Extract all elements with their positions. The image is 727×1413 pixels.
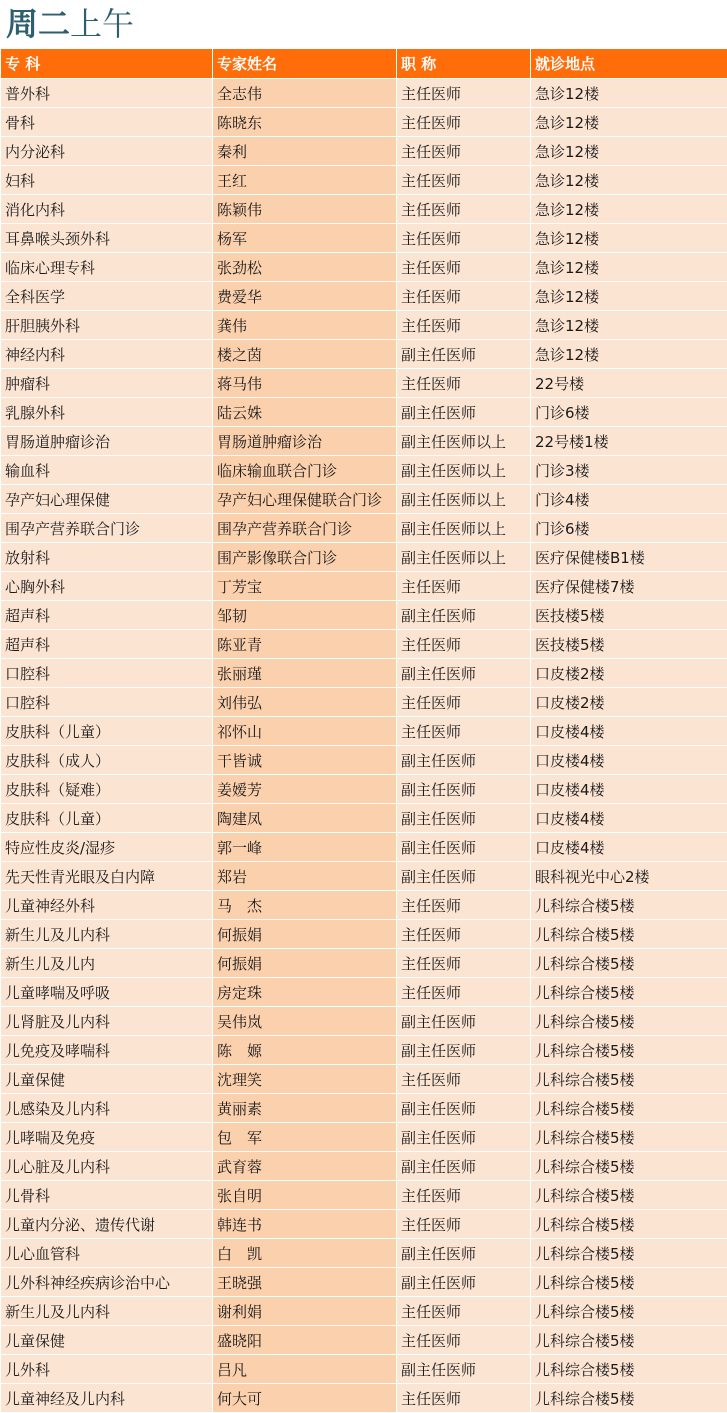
location-cell: 口皮楼4楼 (531, 833, 727, 862)
expert-name-cell: 何振娟 (213, 949, 397, 978)
location-cell: 儿科综合楼5楼 (531, 891, 727, 920)
table-row (1, 1239, 727, 1268)
table-row (1, 1384, 727, 1413)
title-cell: 主任医师 (397, 949, 531, 978)
specialty-cell: 新生儿及儿内科 (1, 920, 213, 949)
location-cell: 急诊12楼 (531, 166, 727, 195)
expert-name-cell: 丁芳宝 (213, 572, 397, 601)
title-cell: 副主任医师 (397, 1094, 531, 1123)
expert-name-cell: 姜嫒芳 (213, 775, 397, 804)
table-row (1, 195, 727, 224)
specialty-cell: 骨科 (1, 108, 213, 137)
column-header-specialty: 专 科 (1, 49, 213, 79)
expert-name-cell: 干皆诚 (213, 746, 397, 775)
page-title (0, 0, 727, 48)
expert-name-cell: 全志伟 (213, 79, 397, 108)
expert-name-cell: 黄丽素 (213, 1094, 397, 1123)
specialty-cell: 先天性青光眼及白内障 (1, 862, 213, 891)
location-cell: 儿科综合楼5楼 (531, 1036, 727, 1065)
expert-name-cell: 秦利 (213, 137, 397, 166)
location-cell: 口皮楼2楼 (531, 688, 727, 717)
location-cell: 儿科综合楼5楼 (531, 1181, 727, 1210)
title-cell: 副主任医师 (397, 1239, 531, 1268)
table-row (1, 775, 727, 804)
location-cell: 急诊12楼 (531, 282, 727, 311)
table-row (1, 543, 727, 572)
expert-name-cell: 邹韧 (213, 601, 397, 630)
table-row (1, 1094, 727, 1123)
table-row (1, 108, 727, 137)
title-cell: 主任医师 (397, 137, 531, 166)
specialty-cell: 皮肤科（疑难） (1, 775, 213, 804)
specialty-cell: 儿肾脏及儿内科 (1, 1007, 213, 1036)
title-cell: 主任医师 (397, 79, 531, 108)
specialty-cell: 消化内科 (1, 195, 213, 224)
title-cell: 主任医师 (397, 282, 531, 311)
specialty-cell: 口腔科 (1, 688, 213, 717)
specialty-cell: 耳鼻喉头颈外科 (1, 224, 213, 253)
table-row (1, 1152, 727, 1181)
location-cell: 儿科综合楼5楼 (531, 1065, 727, 1094)
specialty-cell: 皮肤科（成人） (1, 746, 213, 775)
expert-name-cell: 郑岩 (213, 862, 397, 891)
location-cell: 22号楼1楼 (531, 427, 727, 456)
specialty-cell: 临床心理专科 (1, 253, 213, 282)
location-cell: 急诊12楼 (531, 108, 727, 137)
expert-name-cell: 龚伟 (213, 311, 397, 340)
specialty-cell: 儿童内分泌、遗传代谢 (1, 1210, 213, 1239)
table-row (1, 311, 727, 340)
specialty-cell: 儿感染及儿内科 (1, 1094, 213, 1123)
title-cell: 主任医师 (397, 1181, 531, 1210)
table-row (1, 340, 727, 369)
expert-name-cell: 张丽瑾 (213, 659, 397, 688)
specialty-cell: 新生儿及儿内科 (1, 1297, 213, 1326)
title-cell: 副主任医师以上 (397, 543, 531, 572)
expert-name-cell: 谢利娟 (213, 1297, 397, 1326)
specialty-cell: 儿童保健 (1, 1326, 213, 1355)
location-cell: 医技楼5楼 (531, 630, 727, 659)
table-row (1, 456, 727, 485)
table-row (1, 369, 727, 398)
location-cell: 口皮楼4楼 (531, 746, 727, 775)
specialty-cell: 神经内科 (1, 340, 213, 369)
specialty-cell: 儿外科神经疾病诊治中心 (1, 1268, 213, 1297)
location-cell: 儿科综合楼5楼 (531, 1268, 727, 1297)
expert-name-cell: 包 军 (213, 1123, 397, 1152)
title-cell: 主任医师 (397, 717, 531, 746)
specialty-cell: 儿心脏及儿内科 (1, 1152, 213, 1181)
title-cell: 主任医师 (397, 1210, 531, 1239)
table-row (1, 485, 727, 514)
page-title-day: 周二 (6, 5, 71, 43)
specialty-cell: 儿童神经及儿内科 (1, 1384, 213, 1413)
title-cell: 主任医师 (397, 108, 531, 137)
location-cell: 儿科综合楼5楼 (531, 949, 727, 978)
expert-name-cell: 沈理笑 (213, 1065, 397, 1094)
specialty-cell: 儿外科 (1, 1355, 213, 1384)
table-body (1, 79, 727, 1413)
specialty-cell: 胃肠道肿瘤诊治 (1, 427, 213, 456)
table-row (1, 891, 727, 920)
expert-name-cell: 王红 (213, 166, 397, 195)
specialty-cell: 皮肤科（儿童） (1, 717, 213, 746)
title-cell: 主任医师 (397, 1297, 531, 1326)
location-cell: 口皮楼2楼 (531, 659, 727, 688)
location-cell: 急诊12楼 (531, 79, 727, 108)
title-cell: 副主任医师 (397, 340, 531, 369)
title-cell: 副主任医师以上 (397, 456, 531, 485)
table-row (1, 601, 727, 630)
title-cell: 主任医师 (397, 166, 531, 195)
title-cell: 副主任医师以上 (397, 514, 531, 543)
title-cell: 副主任医师 (397, 601, 531, 630)
table-row (1, 1268, 727, 1297)
location-cell: 儿科综合楼5楼 (531, 978, 727, 1007)
expert-name-cell: 武育蓉 (213, 1152, 397, 1181)
location-cell: 急诊12楼 (531, 137, 727, 166)
location-cell: 门诊6楼 (531, 398, 727, 427)
location-cell: 急诊12楼 (531, 311, 727, 340)
location-cell: 儿科综合楼5楼 (531, 1123, 727, 1152)
title-cell: 副主任医师 (397, 746, 531, 775)
location-cell: 儿科综合楼5楼 (531, 1239, 727, 1268)
expert-name-cell: 杨军 (213, 224, 397, 253)
expert-name-cell: 张劲松 (213, 253, 397, 282)
specialty-cell: 儿骨科 (1, 1181, 213, 1210)
table-row (1, 804, 727, 833)
expert-name-cell: 吕凡 (213, 1355, 397, 1384)
table-row (1, 1036, 727, 1065)
location-cell: 医疗保健楼7楼 (531, 572, 727, 601)
specialty-cell: 儿心血管科 (1, 1239, 213, 1268)
expert-name-cell: 何大可 (213, 1384, 397, 1413)
specialty-cell: 心胸外科 (1, 572, 213, 601)
location-cell: 口皮楼4楼 (531, 775, 727, 804)
column-header-expert-name: 专家姓名 (213, 49, 397, 79)
specialty-cell: 孕产妇心理保健 (1, 485, 213, 514)
location-cell: 儿科综合楼5楼 (531, 1297, 727, 1326)
title-cell: 副主任医师 (397, 1036, 531, 1065)
column-header-title: 职 称 (397, 49, 531, 79)
location-cell: 急诊12楼 (531, 340, 727, 369)
title-cell: 主任医师 (397, 978, 531, 1007)
table-row (1, 398, 727, 427)
expert-name-cell: 费爱华 (213, 282, 397, 311)
title-cell: 主任医师 (397, 688, 531, 717)
title-cell: 副主任医师 (397, 862, 531, 891)
specialty-cell: 儿童哮喘及呼吸 (1, 978, 213, 1007)
location-cell: 口皮楼4楼 (531, 804, 727, 833)
title-cell: 副主任医师 (397, 659, 531, 688)
location-cell: 门诊6楼 (531, 514, 727, 543)
table-row (1, 659, 727, 688)
expert-name-cell: 孕产妇心理保健联合门诊 (213, 485, 397, 514)
table-row (1, 253, 727, 282)
expert-name-cell: 马 杰 (213, 891, 397, 920)
table-row (1, 166, 727, 195)
table-row (1, 920, 727, 949)
table-row (1, 1181, 727, 1210)
specialty-cell: 新生儿及儿内 (1, 949, 213, 978)
specialty-cell: 儿童神经外科 (1, 891, 213, 920)
title-cell: 副主任医师 (397, 1152, 531, 1181)
expert-name-cell: 胃肠道肿瘤诊治 (213, 427, 397, 456)
table-row (1, 1326, 727, 1355)
specialty-cell: 超声科 (1, 630, 213, 659)
expert-name-cell: 陈亚青 (213, 630, 397, 659)
specialty-cell: 皮肤科（儿童） (1, 804, 213, 833)
location-cell: 急诊12楼 (531, 253, 727, 282)
table-row (1, 572, 727, 601)
title-cell: 主任医师 (397, 891, 531, 920)
location-cell: 眼科视光中心2楼 (531, 862, 727, 891)
title-cell: 副主任医师以上 (397, 485, 531, 514)
location-cell: 急诊12楼 (531, 195, 727, 224)
location-cell: 22号楼 (531, 369, 727, 398)
table-row (1, 137, 727, 166)
title-cell: 主任医师 (397, 630, 531, 659)
table-row (1, 1007, 727, 1036)
specialty-cell: 特应性皮炎/湿疹 (1, 833, 213, 862)
specialty-cell: 内分泌科 (1, 137, 213, 166)
table-row (1, 1297, 727, 1326)
expert-name-cell: 围产影像联合门诊 (213, 543, 397, 572)
location-cell: 儿科综合楼5楼 (531, 1326, 727, 1355)
expert-name-cell: 蒋马伟 (213, 369, 397, 398)
table-row (1, 224, 727, 253)
table-row (1, 427, 727, 456)
expert-name-cell: 白 凯 (213, 1239, 397, 1268)
expert-name-cell: 陆云姝 (213, 398, 397, 427)
table-header-row (1, 49, 727, 79)
expert-name-cell: 楼之茵 (213, 340, 397, 369)
expert-name-cell: 临床输血联合门诊 (213, 456, 397, 485)
specialty-cell: 肿瘤科 (1, 369, 213, 398)
title-cell: 主任医师 (397, 1326, 531, 1355)
specialty-cell: 口腔科 (1, 659, 213, 688)
table-row (1, 282, 727, 311)
expert-name-cell: 陈颖伟 (213, 195, 397, 224)
expert-name-cell: 陶建凤 (213, 804, 397, 833)
table-row (1, 949, 727, 978)
specialty-cell: 超声科 (1, 601, 213, 630)
table-row (1, 1065, 727, 1094)
specialty-cell: 妇科 (1, 166, 213, 195)
specialty-cell: 围孕产营养联合门诊 (1, 514, 213, 543)
specialty-cell: 肝胆胰外科 (1, 311, 213, 340)
table-row (1, 688, 727, 717)
table-row (1, 1123, 727, 1152)
location-cell: 儿科综合楼5楼 (531, 1355, 727, 1384)
expert-name-cell: 祁怀山 (213, 717, 397, 746)
specialty-cell: 儿哮喘及免疫 (1, 1123, 213, 1152)
title-cell: 主任医师 (397, 920, 531, 949)
expert-name-cell: 盛晓阳 (213, 1326, 397, 1355)
location-cell: 儿科综合楼5楼 (531, 1094, 727, 1123)
expert-name-cell: 王晓强 (213, 1268, 397, 1297)
title-cell: 副主任医师 (397, 398, 531, 427)
title-cell: 主任医师 (397, 195, 531, 224)
expert-name-cell: 何振娟 (213, 920, 397, 949)
expert-name-cell: 刘伟弘 (213, 688, 397, 717)
location-cell: 儿科综合楼5楼 (531, 1384, 727, 1413)
specialty-cell: 全科医学 (1, 282, 213, 311)
title-cell: 主任医师 (397, 253, 531, 282)
table-row (1, 630, 727, 659)
table-row (1, 1355, 727, 1384)
table-row (1, 514, 727, 543)
title-cell: 主任医师 (397, 1065, 531, 1094)
title-cell: 主任医师 (397, 311, 531, 340)
schedule-table (0, 48, 727, 1413)
specialty-cell: 儿童保健 (1, 1065, 213, 1094)
title-cell: 副主任医师 (397, 804, 531, 833)
table-row (1, 717, 727, 746)
title-cell: 副主任医师 (397, 1007, 531, 1036)
title-cell: 副主任医师 (397, 1268, 531, 1297)
expert-name-cell: 张自明 (213, 1181, 397, 1210)
title-cell: 副主任医师 (397, 1123, 531, 1152)
expert-name-cell: 房定珠 (213, 978, 397, 1007)
specialty-cell: 乳腺外科 (1, 398, 213, 427)
location-cell: 儿科综合楼5楼 (531, 1152, 727, 1181)
location-cell: 门诊4楼 (531, 485, 727, 514)
title-cell: 主任医师 (397, 572, 531, 601)
table-row (1, 746, 727, 775)
location-cell: 急诊12楼 (531, 224, 727, 253)
location-cell: 医技楼5楼 (531, 601, 727, 630)
expert-name-cell: 郭一峰 (213, 833, 397, 862)
location-cell: 儿科综合楼5楼 (531, 1210, 727, 1239)
table-row (1, 1210, 727, 1239)
table-row (1, 978, 727, 1007)
location-cell: 儿科综合楼5楼 (531, 1007, 727, 1036)
table-row (1, 833, 727, 862)
table-row (1, 862, 727, 891)
title-cell: 副主任医师 (397, 833, 531, 862)
column-header-location: 就诊地点 (531, 49, 727, 79)
title-cell: 副主任医师 (397, 1355, 531, 1384)
title-cell: 主任医师 (397, 369, 531, 398)
expert-name-cell: 陈晓东 (213, 108, 397, 137)
expert-name-cell: 围孕产营养联合门诊 (213, 514, 397, 543)
title-cell: 副主任医师以上 (397, 427, 531, 456)
location-cell: 医疗保健楼B1楼 (531, 543, 727, 572)
specialty-cell: 输血科 (1, 456, 213, 485)
location-cell: 儿科综合楼5楼 (531, 920, 727, 949)
title-cell: 主任医师 (397, 224, 531, 253)
specialty-cell: 普外科 (1, 79, 213, 108)
location-cell: 口皮楼4楼 (531, 717, 727, 746)
expert-name-cell: 陈 嫄 (213, 1036, 397, 1065)
expert-name-cell: 韩连书 (213, 1210, 397, 1239)
title-cell: 副主任医师 (397, 775, 531, 804)
page-title-period: 上午 (70, 5, 135, 43)
table-row (1, 79, 727, 108)
location-cell: 门诊3楼 (531, 456, 727, 485)
title-cell: 主任医师 (397, 1384, 531, 1413)
specialty-cell: 儿免疫及哮喘科 (1, 1036, 213, 1065)
specialty-cell: 放射科 (1, 543, 213, 572)
expert-name-cell: 吴伟岚 (213, 1007, 397, 1036)
